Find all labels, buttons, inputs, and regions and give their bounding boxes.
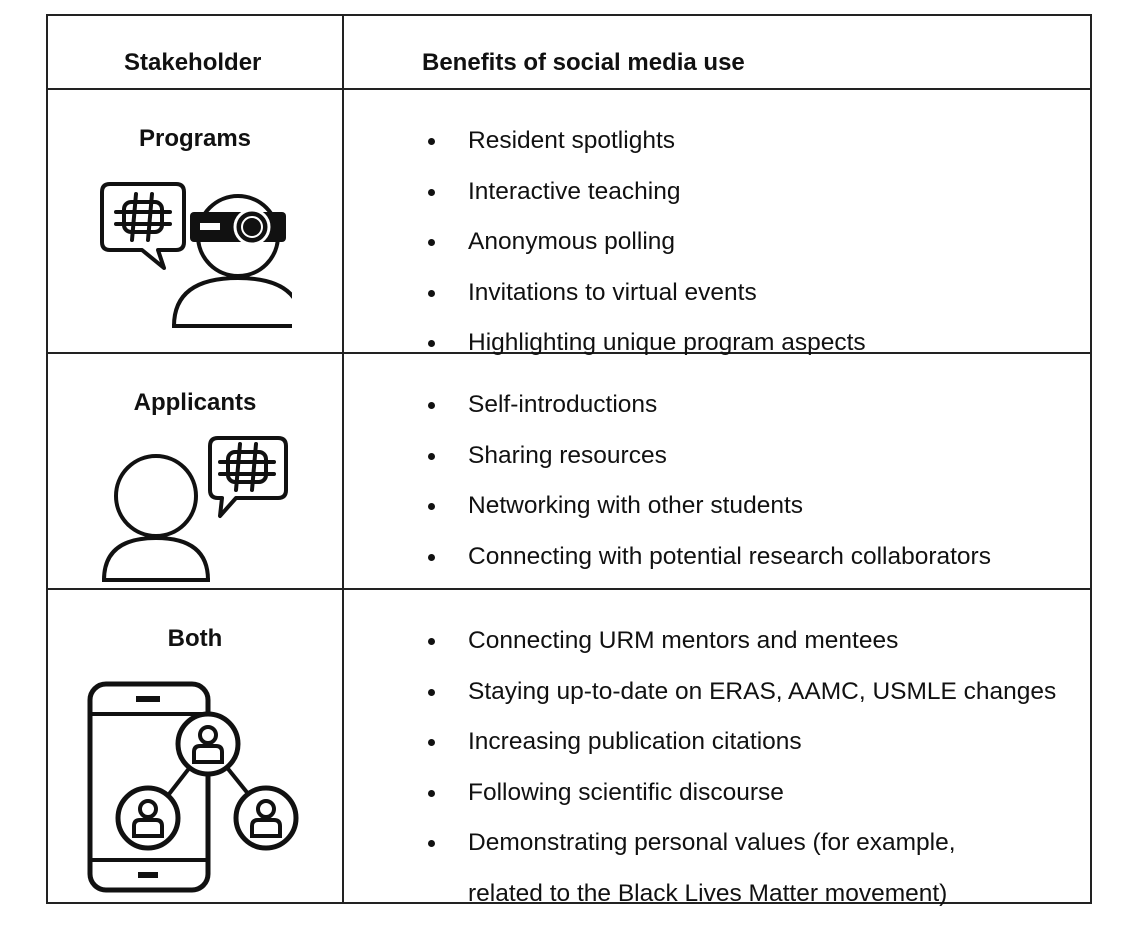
list-item: Resident spotlights <box>422 126 866 177</box>
list-item: Invitations to virtual events <box>422 278 866 329</box>
list-item: Anonymous polling <box>422 227 866 278</box>
bullet-icon <box>428 138 435 145</box>
stakeholder-label-applicants: Applicants <box>48 388 342 418</box>
list-item: Following scientific discourse <box>422 778 1056 829</box>
list-item: Sharing resources <box>422 441 991 492</box>
bullet-icon <box>428 290 435 297</box>
list-item: Highlighting unique program aspects <box>422 328 866 379</box>
list-item: Self-introductions <box>422 390 991 441</box>
vr-headset-person-hashtag-icon <box>92 180 292 330</box>
column-divider <box>342 90 344 352</box>
bullet-icon <box>428 239 435 246</box>
table-row-applicants <box>48 354 1090 590</box>
list-item: Networking with other students <box>422 491 991 542</box>
table-row-programs <box>48 90 1090 354</box>
bullet-icon <box>428 638 435 645</box>
header-benefits: Benefits of social media use <box>422 48 745 78</box>
list-item: Connecting URM mentors and mentees <box>422 626 1056 677</box>
list-item: Increasing publication citations <box>422 727 1056 778</box>
table-header-row <box>48 16 1090 90</box>
table-row-both <box>48 590 1090 902</box>
bullet-icon <box>428 840 435 847</box>
list-item: Staying up-to-date on ERAS, AAMC, USMLE changes <box>422 677 1056 728</box>
list-item: Interactive teaching <box>422 177 866 228</box>
bullet-icon <box>428 739 435 746</box>
list-item-continuation: related to the Black Lives Matter movement) <box>422 879 1056 929</box>
benefits-list-applicants <box>422 390 991 592</box>
column-divider <box>342 354 344 588</box>
bullet-icon <box>428 503 435 510</box>
list-item: Connecting with potential research collaborators <box>422 542 991 593</box>
phone-network-icon <box>86 680 306 896</box>
bullet-icon <box>428 689 435 696</box>
header-stakeholder: Stakeholder <box>124 48 261 78</box>
bullet-icon <box>428 790 435 797</box>
column-divider <box>342 590 344 902</box>
bullet-icon <box>428 189 435 196</box>
bullet-icon <box>428 453 435 460</box>
bullet-icon <box>428 340 435 347</box>
stakeholder-label-both: Both <box>48 624 342 654</box>
benefits-list-programs <box>422 126 866 379</box>
list-item: Demonstrating personal values (for example, <box>422 828 1056 879</box>
bullet-icon <box>428 402 435 409</box>
benefits-table <box>46 14 1092 904</box>
benefits-list-both <box>422 626 1056 929</box>
column-divider <box>342 16 344 88</box>
person-hashtag-icon <box>100 434 300 584</box>
stakeholder-label-programs: Programs <box>48 124 342 154</box>
bullet-icon <box>428 554 435 561</box>
